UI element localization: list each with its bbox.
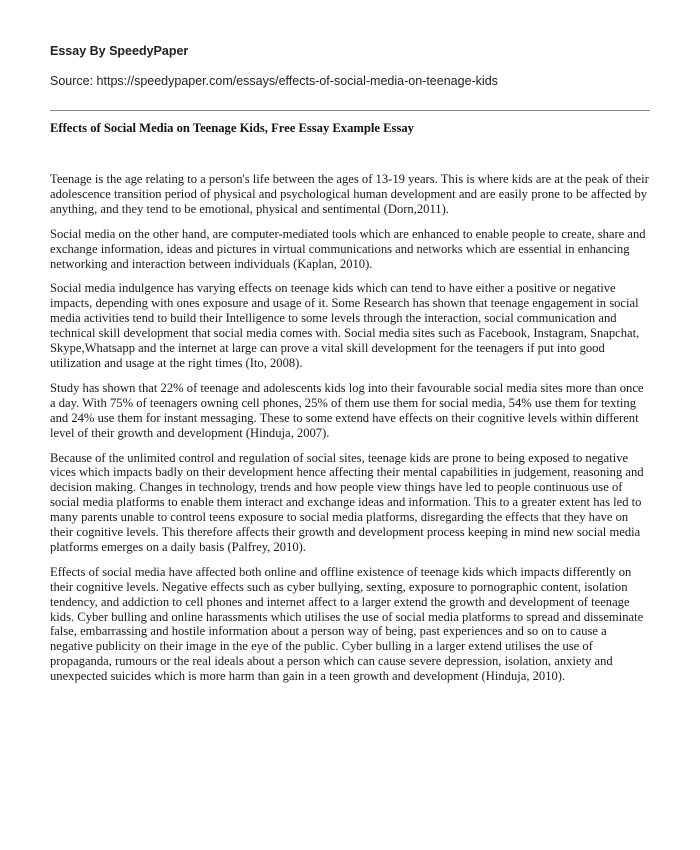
document-header-title: Essay By SpeedyPaper [50,44,189,58]
essay-title: Effects of Social Media on Teenage Kids, Free Essay Example Essay [50,121,414,135]
essay-paragraph: Social media on the other hand, are computer-mediated tools which are enhanced to enable people to create, share and exchange information, ideas and pictures in virtual communications and networks which are essential in enhancing networking and interaction between individuals (Kaplan, 2010). [50,226,646,271]
essay-paragraph: Teenage is the age relating to a person's life between the ages of 13-19 years. This is where kids are at the peak of their adolescence transition period of physical and psychological human development and are easily prone to be affected by anything, and they tend to be emotional, physical and sentimental (Dorn,2011). [50,172,649,216]
source-line: Source: https://speedypaper.com/essays/effects-of-social-media-on-teenage-kids [50,74,498,88]
essay-paragraph: Because of the unlimited control and regulation of social sites, teenage kids are prone to being exposed to negative vices which impacts badly on their development hence affecting their mental capabilities in judgement, reasoning and decision making. Changes in technology, trends and how people view things have led to people continuous use of social media platforms to enable them interact and exchange ideas and information. This to a greater extent has led to many parents unable to control teens exposure to social media platforms, disregarding the effects that they have on their cognitive levels. This therefore affects their growth and development process keeping in mind new social media platforms emerges on a daily basis (Palfrey, 2010). [50,450,644,554]
essay-body [50,172,650,694]
header-divider [50,110,650,111]
essay-paragraph: Study has shown that 22% of teenage and adolescents kids log into their favourable social media sites more than once a day. With 75% of teenagers owning cell phones, 25% of them use them for social media, 54% use them for texting and 24% use them for instant messaging. These to some extend have effects on their cognitive levels within different level of their growth and development (Hinduja, 2007). [50,380,644,440]
essay-paragraph: Social media indulgence has varying effects on teenage kids which can tend to have either a positive or negative impacts, depending with ones exposure and usage of it. Some Research has shown that teenage engagement in social media activities tend to build their Intelligence to some levels through the interaction, social communication and technical skill development that social media comes with. Social media sites such as Facebook, Instagram, Snapchat, Skype,Whatsapp and the internet at large can prove a vital skill development for the teenagers if put into good utilization and usage at the right times (Ito, 2008). [50,281,640,370]
essay-paragraph: Effects of social media have affected both online and offline existence of teenage kids which impacts differently on their cognitive levels. Negative effects such as cyber bullying, sexting, exposure to pornographic content, isolation tendency, and addiction to cell phones and internet affect to a larger extend the growth and development of teenage kids. Cyber bulling and online harassments which utilises the use of social media platforms to spread and disseminate false, embarrassing and hostile information about a person way of being, past experiences and so on to cause a negative publicity on their image in the eye of the public. Cyber bulling in a larger extend utilises the use of propaganda, rumours or the real ideals about a person which can cause severe depression, isolation, anxiety and unexpected suicides which is more harm than gain in a teen growth and development (Hinduja, 2010). [50,564,644,684]
